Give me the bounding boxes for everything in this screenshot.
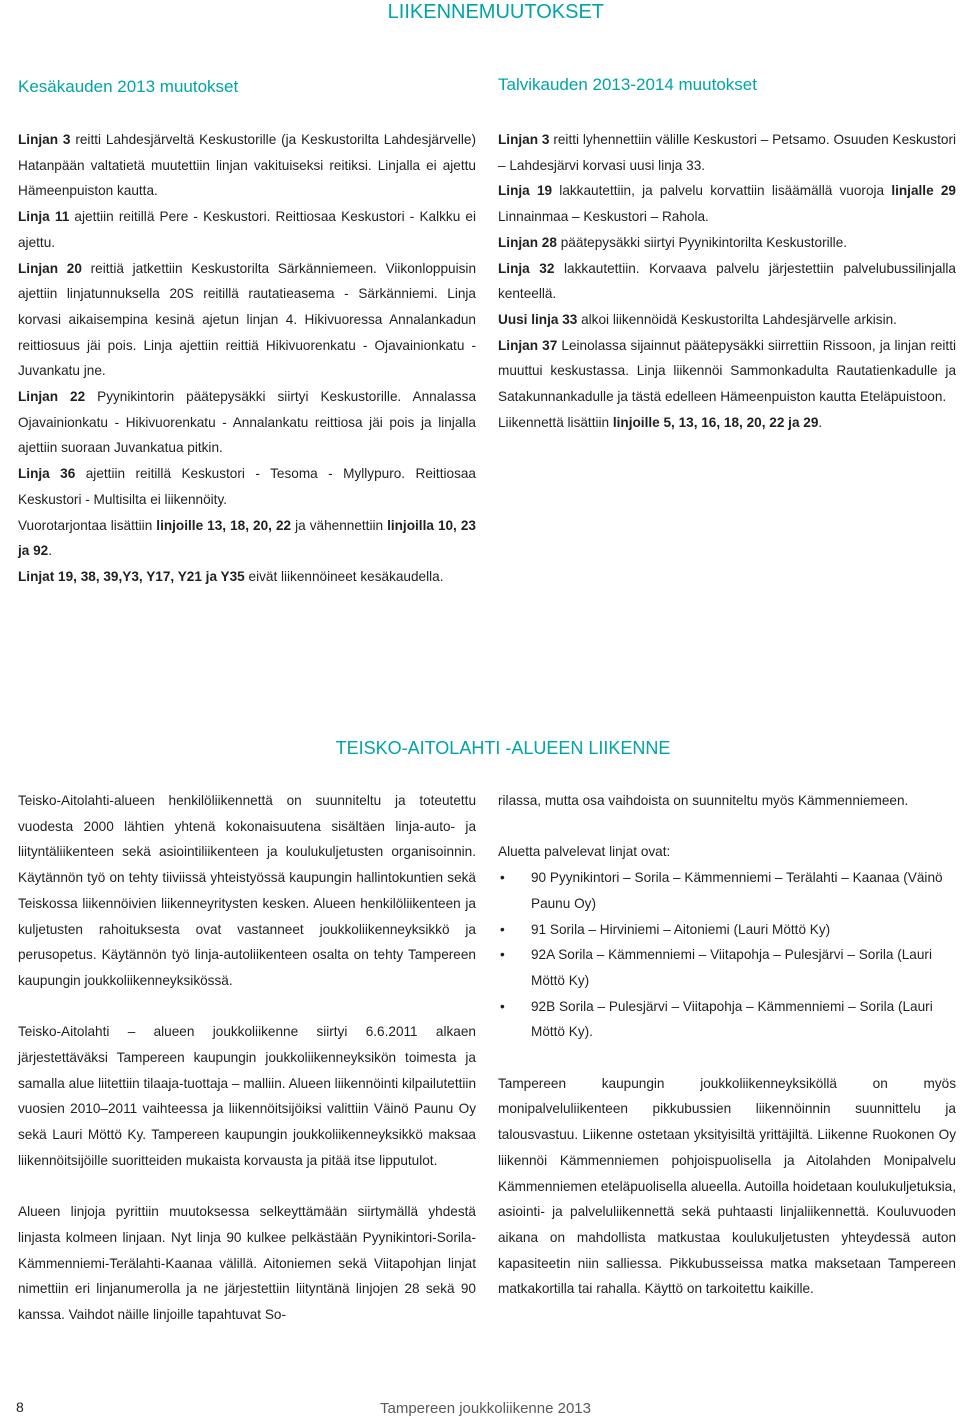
teisko-heading: TEISKO-AITOLAHTI -ALUEEN LIIKENNE: [335, 738, 671, 758]
teisko-paragraph-2: Teisko-Aitolahti – alueen joukkoliikenne siirtyi 6.6.2011 alkaen järjestettäväksi Tampereen kaupungin joukkoliikenneyksikön toimesta ja samalla alue liitettiin tilaaja-tuottaja – malliin. Alueen liikennöinti kilpailutettiin vuosien 2010–2011 vaihteessa ja liikennöitsijöiksi valittiin Väinö Paunu Oy sekä Lauri Möttö Ky. Tampereen kaupungin joukkoliikenneyksikkö maksaa liikennöitsijöille suoritteiden mukaista korvausta ja pitää itse lipputulot.: [18, 1024, 476, 1168]
winter-item-4: Linja 32 lakkautettiin. Korvaava palvelu järjestettiin palvelubussilinjalla kenteellä.: [498, 260, 956, 302]
teisko-left-column: [18, 788, 476, 1328]
teisko-paragraph-3: Alueen linjoja pyrittiin muutoksessa selkeyttämään siirtymällä yhdestä linjasta kolmeen linjaan. Nyt linja 90 kulkee pelkästään Pyynikintori-Sorila-Kämmenniemi-Terälahti-Kaanaa välillä. Aitoniemen sekä Viitapohjan linjat nimettiin eri linjanumerolla ja ne järjestettiin liityntänä linjojen 28 sekä 90 kanssa. Vaihdot näille linjoille tapahtuvat So-: [18, 1204, 476, 1323]
list-item: • 92A Sorila – Kämmenniemi – Viitapohja – Pulesjärvi – Sorila (Lauri Möttö Ky): [498, 942, 956, 993]
summer-item-2: Linja 11 ajettiin reitillä Pere - Keskustori. Reittiosaa Keskustori - Kalkku ei ajettu.: [18, 209, 476, 250]
teisko-paragraph-1: Teisko-Aitolahti-alueen henkilöliikennettä on suunniteltu ja toteutettu vuodesta 2000 lähtien yhtenä kokonaisuutena sisältäen linja-auto- ja liityntäliikenteen sekä asiointiliikenteen ja koulukuljetusten organisoinnin. Käytännön työ on tehty tiiviissä yhteistyössä kaupungin hallintokuntien sekä Teiskossa liikennöivien liikenneyritysten kesken. Alueen henkilöliikenteen ja kuljetusten rahoituksesta ovat vastanneet joukkoliikenneyksikkö ja perusopetus. Käytännön työ linja-autoliikenteen osalta on tehty Tampereen kaupungin joukkoliikenneyksikössä.: [18, 793, 476, 988]
bullet-icon: •: [500, 921, 505, 937]
winter-item-3: Linjan 28 päätepysäkki siirtyi Pyynikintorilta Keskustorille.: [498, 234, 848, 250]
bullet-icon: •: [500, 947, 505, 963]
footer-text: Tampereen joukkoliikenne 2013: [380, 1400, 591, 1417]
winter-item-6: Linjan 37 Leinolassa sijainnut päätepysäkki siirrettiin Rissoon, ja linjan reitti muuttui keskustassa. Linja liikennöi Sammonkadulta Rautatienkadulle ja Satakunnankadulle ja tästä edelleen Hämeenpuiston kautta Eteläpuistoon.: [498, 337, 956, 405]
teisko-paragraph-right: Tampereen kaupungin joukkoliikenneyksiköllä on myös monipalveluliikenteen pikkubussien liikennöinnin suunnittelu ja talousvastuu. Liikenne ostetaan yksityisiltä yrittäjiltä. Liikenne Ruokonen Oy liikennöi Kämmenniemen pohjoispuolisella ja Aitolahden Monipalvelu Kämmenniemen eteläpuolisella alueella. Autoilla hoidetaan koulukuljetuksia, asiointi- ja palveluliikennettä sekä puhtaasti linjaliikennettä. Kouluvuoden aikana on mahdollista matkustaa koulukuljetusten yhteydessä auton kapasiteetin niin salliessa. Pikkubusseissa matka maksetaan Tampereen matkakortilla tai rahalla. Käyttö on tarkoitettu kaikille.: [498, 1075, 956, 1297]
list-item: • 91 Sorila – Hirviniemi – Aitoniemi (Lauri Möttö Ky): [498, 917, 956, 943]
list-item: • 90 Pyynikintori – Sorila – Kämmenniemi – Terälahti – Kaanaa (Väinö Paunu Oy): [498, 865, 956, 916]
summer-item-6: Vuorotarjontaa lisättiin linjoille 13, 18, 20, 22 ja vähennettiin linjoilla 10, 23 ja 92.: [18, 517, 476, 559]
summer-item-1: Linjan 3 reitti Lahdesjärveltä Keskustorille (ja Keskustorilta Lahdesjärvelle) Hatanpään valtatietä muutettiin linjan vakituiseksi reitiksi. Linjalla ei ajettu Hämeenpuiston kautta.: [18, 132, 476, 199]
teisko-right-column: [498, 788, 956, 1302]
list-item: • 92B Sorila – Pulesjärvi – Viitapohja – Kämmenniemi – Sorila (Lauri Möttö Ky).: [498, 994, 956, 1045]
winter-item-1: Linjan 3 reitti lyhennettiin välille Keskustori – Petsamo. Osuuden Keskustori – Lahdesjärvi korvasi uusi linja 33.: [498, 132, 956, 173]
summer-item-4: Linjan 22 Pyynikintorin päätepysäkki siirtyi Keskustorille. Annalassa Ojavainionkatu - Hikivuorenkatu - Annalankatu reittiosa jäi pois ja linjalla ajettiin suoraan Juvankatua pitkin.: [18, 389, 477, 456]
winter-changes: [498, 127, 956, 435]
summer-item-5: Linja 36 ajettiin reitillä Keskustori - Tesoma - Myllypuro. Reittiosaa Keskustori - Multisilta ei liikennöity.: [18, 466, 476, 507]
lines-intro: Aluetta palvelevat linjat ovat:: [498, 844, 671, 860]
teisko-continuation: rilassa, mutta osa vaihdoista on suunniteltu myös Kämmenniemeen.: [498, 793, 909, 808]
summer-changes: [18, 127, 476, 590]
winter-item-5: Uusi linja 33 alkoi liikennöidä Keskustorilta Lahdesjärvelle arkisin.: [498, 311, 897, 327]
page-heading: LIIKENNEMUUTOKSET: [387, 1, 604, 23]
summer-item-3: Linjan 20 reittiä jatkettiin Keskustorilta Särkänniemeen. Viikonloppuisin ajettiin linjatunnuksella 20S reitillä rautatieasema - Särkänniemi. Linja korvasi aikaisempina kesinä ajetun linjan 4. Hikivuoressa Annalankadun reittiosuus jäi pois. Linja ajettiin reittiä Hikivuorenkatu - Ojavainionkatu - Juvankatu jne.: [18, 260, 477, 379]
bullet-icon: •: [500, 998, 505, 1014]
summer-heading: Kesäkauden 2013 muutokset: [18, 77, 239, 96]
bullet-icon: •: [500, 870, 505, 886]
winter-item-2: Linja 19 lakkautettiin, ja palvelu korvattiin lisäämällä vuoroja linjalle 29 Linnainmaa – Keskustori – Rahola.: [498, 183, 956, 225]
page-number: 8: [16, 1399, 24, 1415]
summer-item-7: Linjat 19, 38, 39,Y3, Y17, Y21 ja Y35 eivät liikennöineet kesäkaudella.: [18, 568, 444, 584]
winter-item-7: Liikennettä lisättiin linjoille 5, 13, 16, 18, 20, 22 ja 29.: [498, 414, 823, 430]
lines-list: [498, 865, 956, 1045]
winter-heading: Talvikauden 2013-2014 muutokset: [498, 75, 757, 94]
